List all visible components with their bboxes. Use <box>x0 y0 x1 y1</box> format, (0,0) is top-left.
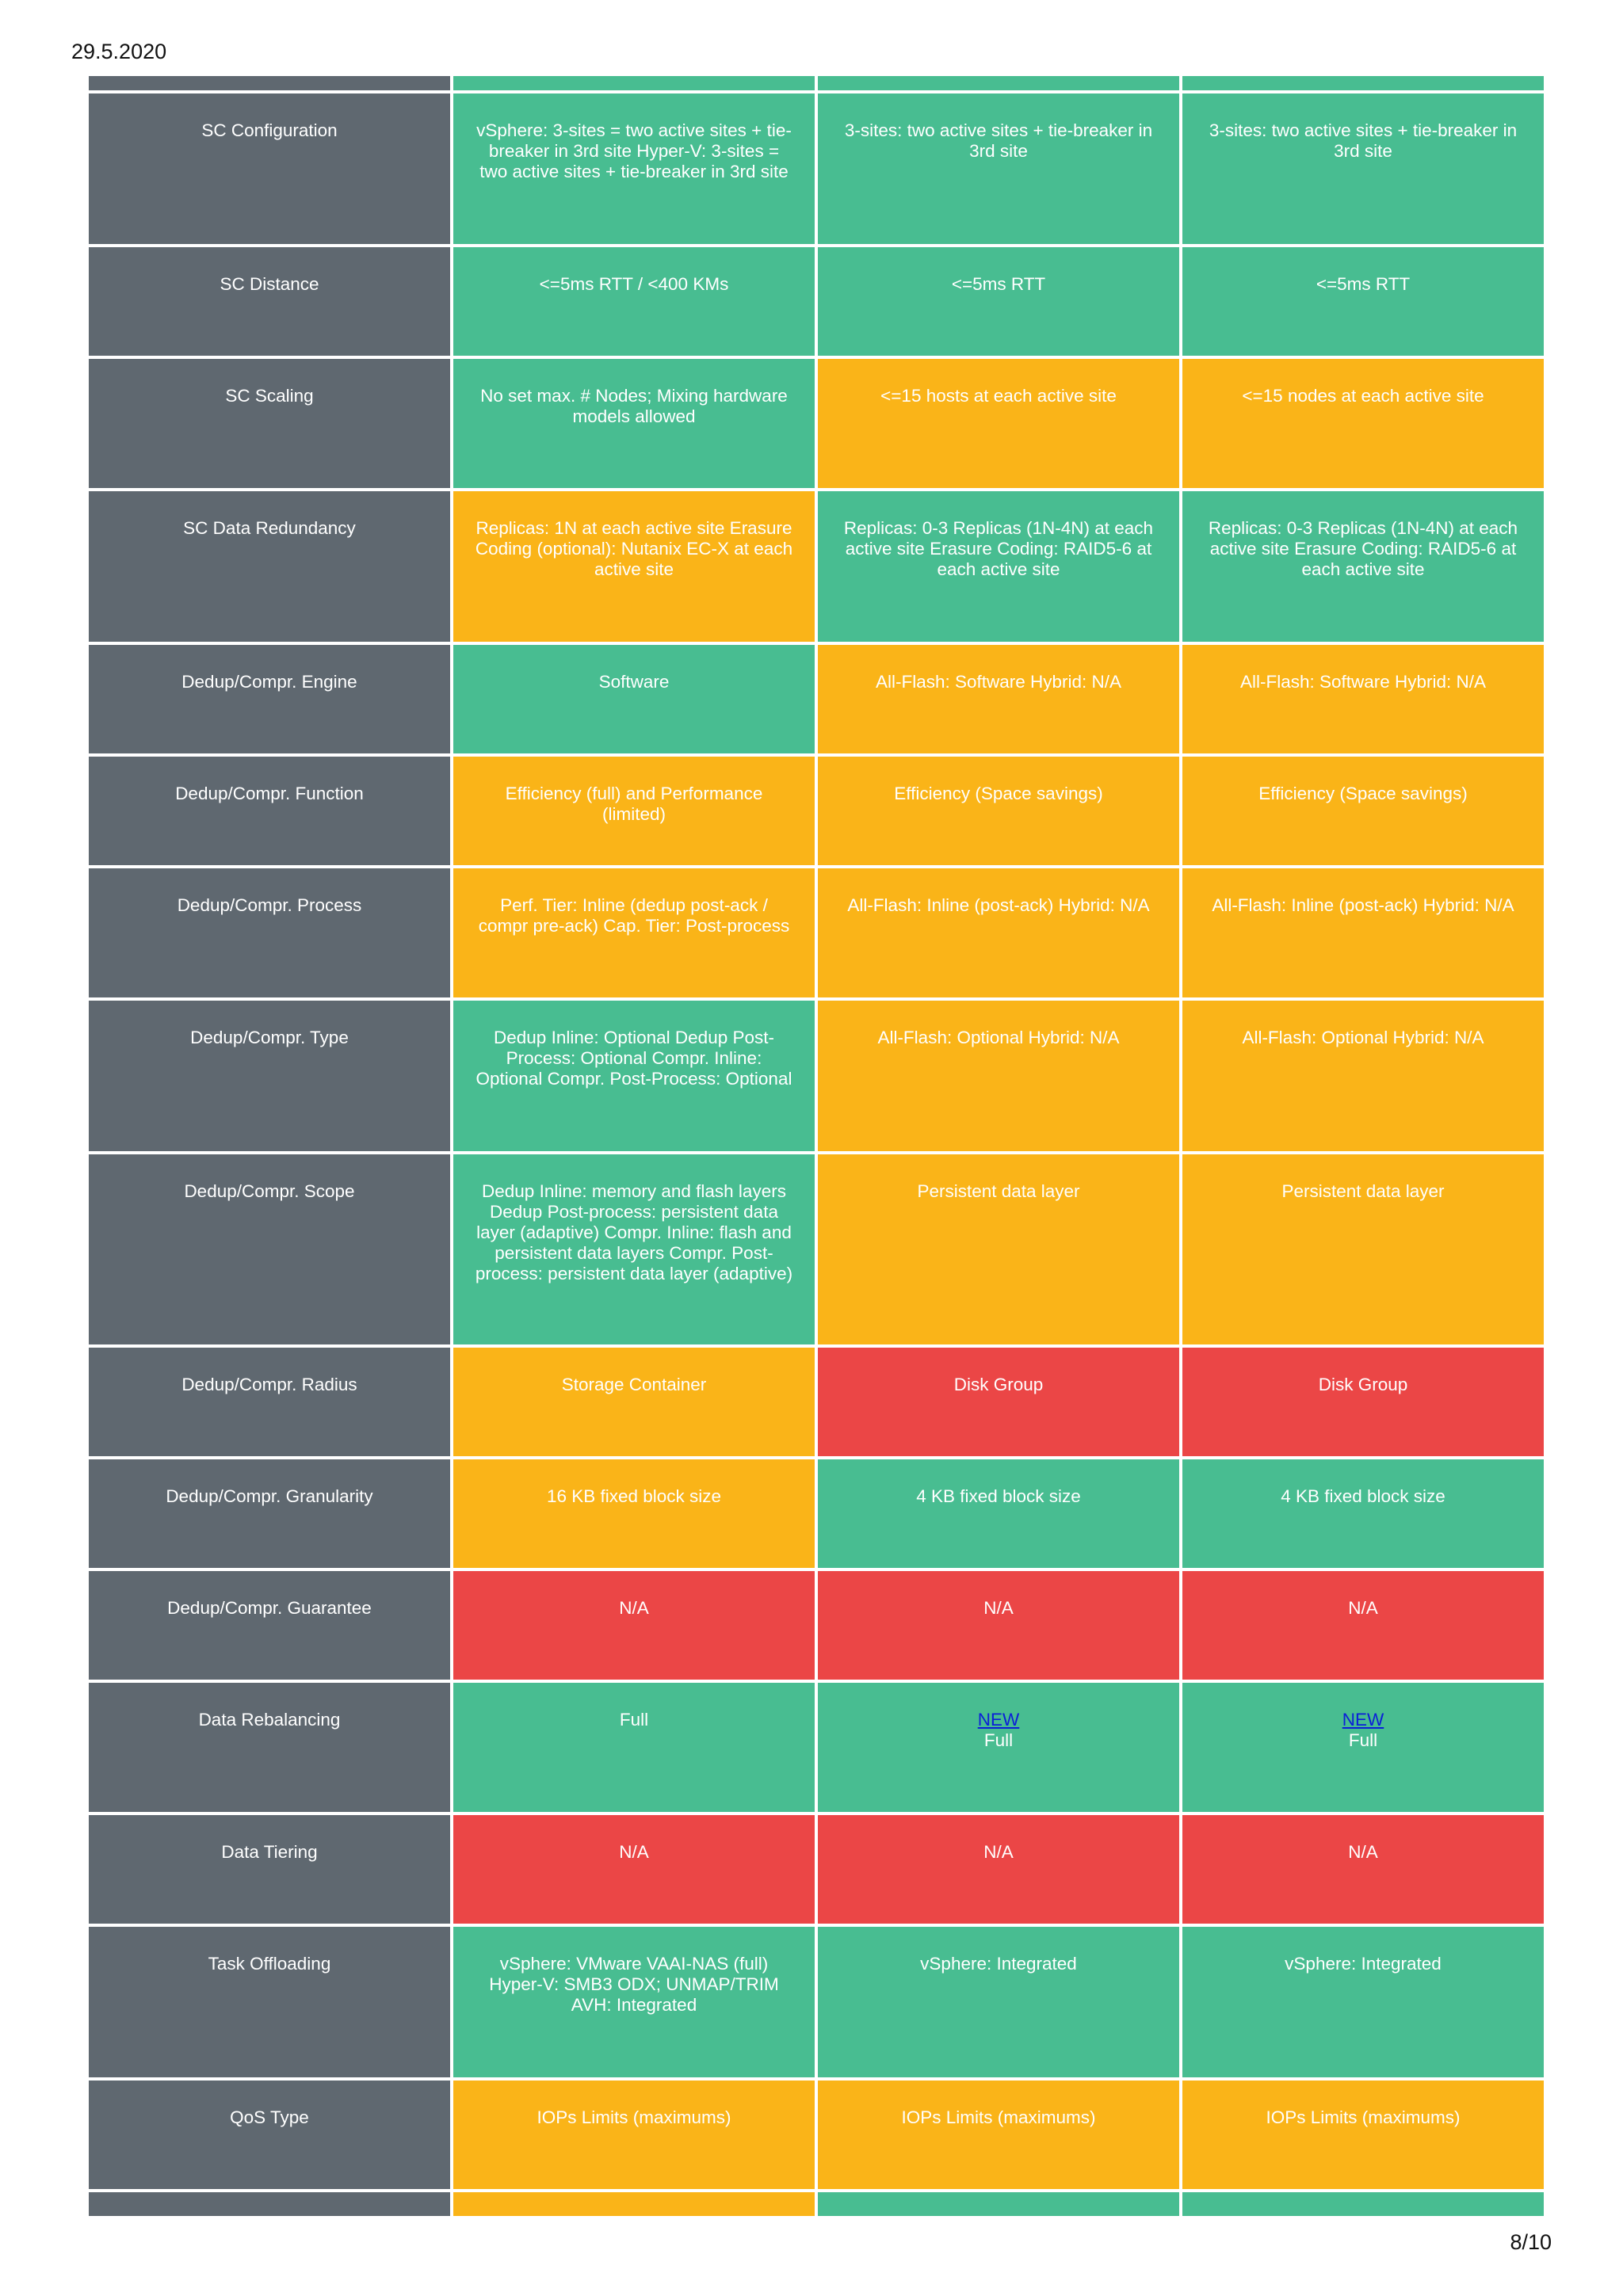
value-cell <box>453 2081 815 2189</box>
value-cell <box>1182 1571 1544 1680</box>
cell-text: IOPs Limits (maximums) <box>901 2107 1096 2127</box>
value-cell <box>453 1154 815 1344</box>
cell-text: IOPs Limits (maximums) <box>1266 2107 1461 2127</box>
value-cell <box>818 1459 1179 1568</box>
row-label: Dedup/Compr. Scope <box>89 1154 450 1344</box>
value-cell <box>818 1683 1179 1812</box>
value-cell <box>1182 1154 1544 1344</box>
row-label: SC Scaling <box>89 359 450 488</box>
cell-text: N/A <box>619 1598 649 1618</box>
value-cell <box>818 359 1179 488</box>
cell-text: Disk Group <box>1318 1375 1408 1394</box>
cell-text: All-Flash: Software Hybrid: N/A <box>875 672 1122 692</box>
value-cell <box>453 247 815 356</box>
cell-text: Persistent data layer <box>917 1181 1080 1201</box>
cell-text: IOPs Limits (maximums) <box>537 2107 731 2127</box>
value-cell <box>818 491 1179 642</box>
value-cell <box>453 645 815 753</box>
table-top-edge-cell <box>89 76 450 90</box>
value-cell <box>818 1927 1179 2077</box>
cell-text: Efficiency (Space savings) <box>894 784 1103 803</box>
comparison-table <box>89 76 1534 2216</box>
cell-text: <=15 nodes at each active site <box>1242 386 1484 406</box>
row-label: Dedup/Compr. Engine <box>89 645 450 753</box>
cell-text: Software <box>598 672 670 692</box>
row-label: Dedup/Compr. Radius <box>89 1348 450 1456</box>
value-cell <box>1182 2081 1544 2189</box>
value-cell <box>453 1927 815 2077</box>
cell-text: Full <box>1348 1730 1378 1750</box>
row-label: Task Offloading <box>89 1927 450 2077</box>
cell-text: All-Flash: Inline (post-ack) Hybrid: N/A <box>847 895 1150 915</box>
cell-text: <=5ms RTT <box>951 274 1046 294</box>
value-cell <box>1182 1815 1544 1924</box>
cell-text: Full <box>619 1710 649 1730</box>
cell-text: 4 KB fixed block size <box>916 1486 1081 1506</box>
cell-text: All-Flash: Optional Hybrid: N/A <box>877 1028 1120 1047</box>
cell-text: No set max. # Nodes; Mixing hardware models allowed <box>480 386 788 426</box>
cell-text: vSphere: Integrated <box>920 1954 1077 1974</box>
cell-text: N/A <box>1348 1598 1378 1618</box>
table-bottom-edge-cell <box>89 2192 450 2216</box>
cell-text: 3-sites: two active sites + tie-breaker in 3rd site <box>844 120 1153 161</box>
value-cell <box>1182 1001 1544 1151</box>
cell-text: Efficiency (Space savings) <box>1258 784 1468 803</box>
cell-text: Replicas: 1N at each active site Erasure Coding (optional): Nutanix EC-X at each active site <box>475 518 793 579</box>
cell-text: Storage Container <box>561 1375 707 1394</box>
row-label: Dedup/Compr. Type <box>89 1001 450 1151</box>
row-label: SC Configuration <box>89 93 450 244</box>
cell-text: 3-sites: two active sites + tie-breaker in 3rd site <box>1209 120 1518 161</box>
cell-text: N/A <box>983 1598 1014 1618</box>
value-cell <box>1182 757 1544 865</box>
value-cell <box>1182 247 1544 356</box>
cell-text: <=5ms RTT <box>1316 274 1411 294</box>
value-cell <box>1182 1348 1544 1456</box>
cell-text: N/A <box>619 1842 649 1862</box>
table-bottom-edge-cell <box>1182 2192 1544 2216</box>
row-label: SC Distance <box>89 247 450 356</box>
row-label: SC Data Redundancy <box>89 491 450 642</box>
cell-text: vSphere: VMware VAAI-NAS (full) Hyper-V: SMB3 ODX; UNMAP/TRIM AVH: Integrated <box>489 1954 779 2015</box>
table-bottom-edge-cell <box>818 2192 1179 2216</box>
cell-text: Efficiency (full) and Performance (limited) <box>505 784 763 824</box>
cell-text: All-Flash: Inline (post-ack) Hybrid: N/A <box>1212 895 1514 915</box>
table-top-edge-cell <box>1182 76 1544 90</box>
value-cell <box>453 868 815 997</box>
row-label: Data Rebalancing <box>89 1683 450 1812</box>
cell-text: Disk Group <box>953 1375 1044 1394</box>
value-cell <box>818 868 1179 997</box>
value-cell <box>818 1154 1179 1344</box>
cell-text: 4 KB fixed block size <box>1281 1486 1445 1506</box>
value-cell <box>818 1571 1179 1680</box>
page-date: 29.5.2020 <box>71 40 167 63</box>
table-bottom-edge-cell <box>453 2192 815 2216</box>
value-cell <box>453 1459 815 1568</box>
cell-text: <=5ms RTT / <400 KMs <box>539 274 729 294</box>
cell-text: Replicas: 0-3 Replicas (1N-4N) at each active site Erasure Coding: RAID5-6 at each active site <box>1208 518 1518 579</box>
row-label: Dedup/Compr. Process <box>89 868 450 997</box>
value-cell <box>1182 93 1544 244</box>
cell-text: <=15 hosts at each active site <box>880 386 1117 406</box>
cell-text: Full <box>983 1730 1014 1750</box>
row-label: Dedup/Compr. Granularity <box>89 1459 450 1568</box>
value-cell <box>453 757 815 865</box>
value-cell <box>1182 491 1544 642</box>
value-cell <box>818 247 1179 356</box>
cell-text: vSphere: Integrated <box>1285 1954 1442 1974</box>
cell-text: Replicas: 0-3 Replicas (1N-4N) at each active site Erasure Coding: RAID5-6 at each active site <box>843 518 1154 579</box>
value-cell <box>1182 645 1544 753</box>
value-cell <box>1182 1683 1544 1812</box>
cell-text: N/A <box>983 1842 1014 1862</box>
cell-text: 16 KB fixed block size <box>546 1486 722 1506</box>
new-badge-link[interactable]: NEW <box>1342 1710 1384 1730</box>
new-badge-link[interactable]: NEW <box>977 1710 1020 1730</box>
value-cell <box>818 1815 1179 1924</box>
value-cell <box>453 491 815 642</box>
value-cell <box>818 757 1179 865</box>
cell-text: Persistent data layer <box>1281 1181 1445 1201</box>
value-cell <box>818 1348 1179 1456</box>
cell-text: N/A <box>1348 1842 1378 1862</box>
row-label: Dedup/Compr. Guarantee <box>89 1571 450 1680</box>
value-cell <box>453 1001 815 1151</box>
value-cell <box>818 645 1179 753</box>
value-cell <box>453 359 815 488</box>
value-cell <box>1182 359 1544 488</box>
value-cell <box>453 1348 815 1456</box>
value-cell <box>453 1815 815 1924</box>
row-label: Data Tiering <box>89 1815 450 1924</box>
cell-text: vSphere: 3-sites = two active sites + tie-breaker in 3rd site Hyper-V: 3-sites = two active sites + tie-breaker in 3rd site <box>476 120 792 181</box>
value-cell <box>453 1571 815 1680</box>
table-top-edge-cell <box>453 76 815 90</box>
value-cell <box>1182 868 1544 997</box>
cell-text: Dedup Inline: memory and flash layers Dedup Post-process: persistent data layer (adaptive) Compr. Inline: flash and persistent data layers Compr. Post-process: persistent data layer (adaptive) <box>475 1181 793 1283</box>
page-number: 8/10 <box>1510 2230 1552 2254</box>
value-cell <box>818 2081 1179 2189</box>
table-top-edge-cell <box>818 76 1179 90</box>
cell-text: All-Flash: Software Hybrid: N/A <box>1239 672 1487 692</box>
cell-text: Perf. Tier: Inline (dedup post-ack / compr pre-ack) Cap. Tier: Post-process <box>478 895 790 936</box>
value-cell <box>453 93 815 244</box>
row-label: Dedup/Compr. Function <box>89 757 450 865</box>
value-cell <box>1182 1927 1544 2077</box>
cell-text: All-Flash: Optional Hybrid: N/A <box>1242 1028 1484 1047</box>
value-cell <box>818 93 1179 244</box>
cell-text: Dedup Inline: Optional Dedup Post-Process: Optional Compr. Inline: Optional Compr. Post-Process: Optional <box>475 1028 792 1089</box>
value-cell <box>453 1683 815 1812</box>
value-cell <box>818 1001 1179 1151</box>
value-cell <box>1182 1459 1544 1568</box>
row-label: QoS Type <box>89 2081 450 2189</box>
